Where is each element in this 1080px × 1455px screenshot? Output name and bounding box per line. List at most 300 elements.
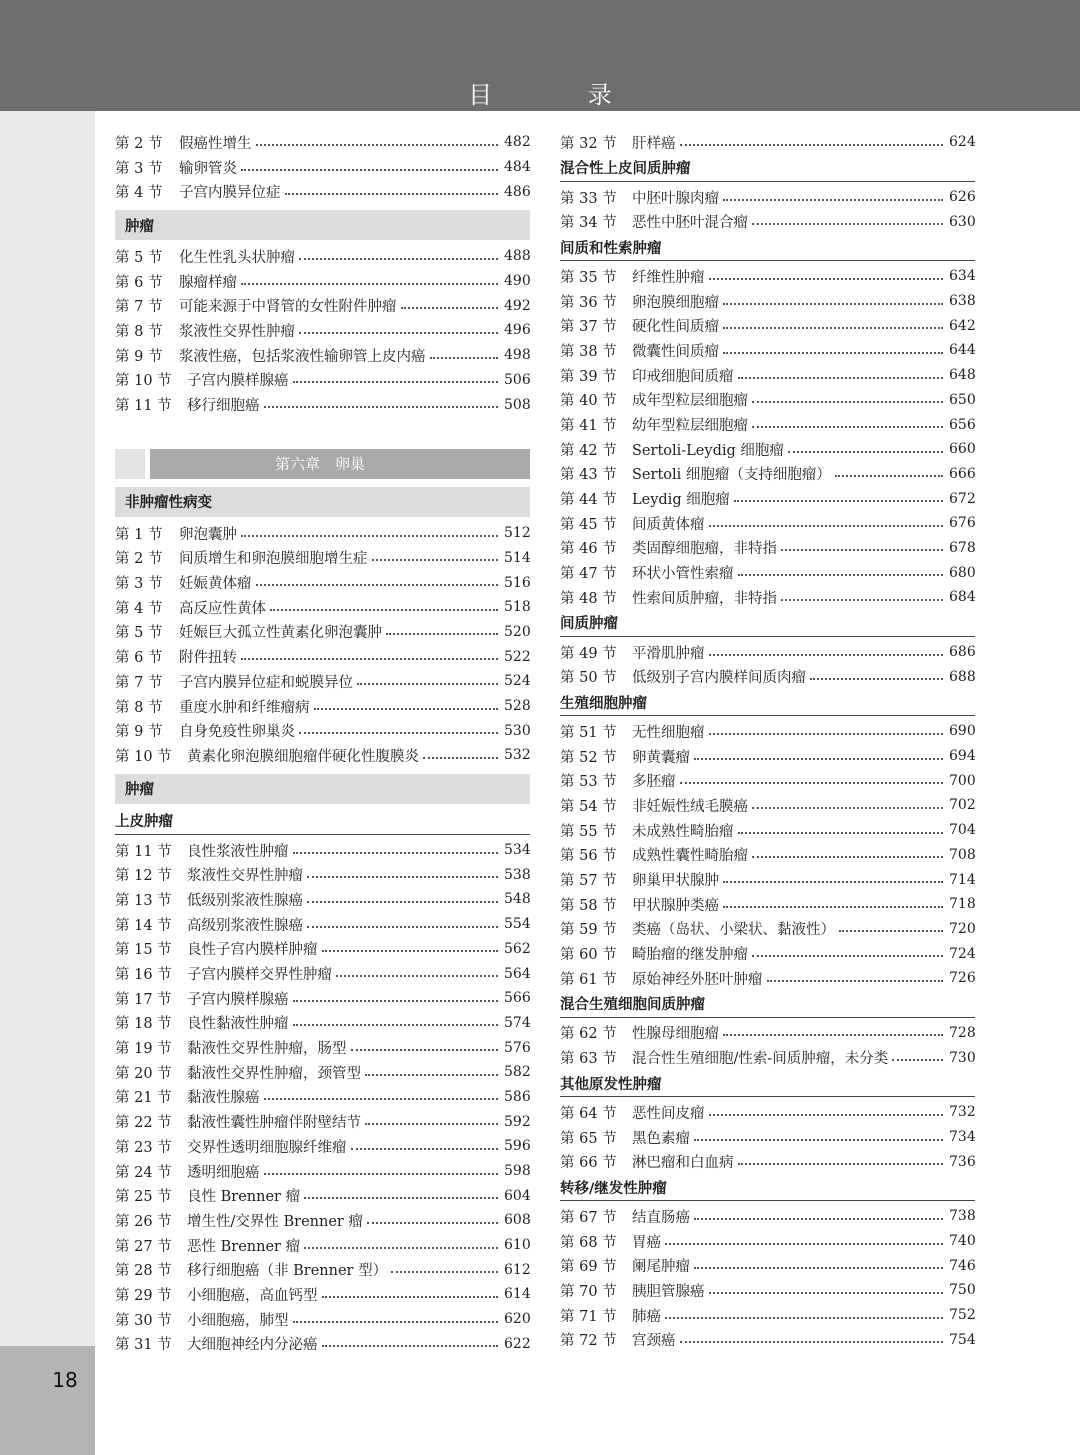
page-ref: 532 — [504, 747, 531, 764]
dot-leader — [665, 1242, 943, 1245]
toc-entry[interactable] — [560, 560, 975, 585]
toc-entry[interactable] — [115, 644, 530, 669]
section-number: 第 11 节 — [115, 398, 172, 415]
toc-entry[interactable] — [560, 185, 975, 210]
toc-entry[interactable] — [115, 1257, 530, 1282]
page-ref: 596 — [504, 1138, 531, 1155]
page-ref: 650 — [949, 391, 976, 408]
toc-entry[interactable] — [560, 388, 975, 413]
page-number: 18 — [52, 1368, 78, 1392]
toc-entry[interactable] — [115, 961, 530, 986]
toc-entry[interactable] — [115, 912, 530, 937]
toc-entry[interactable] — [115, 1208, 530, 1233]
toc-entry[interactable] — [115, 1307, 530, 1332]
toc-entry[interactable] — [560, 892, 975, 917]
page-ref: 582 — [504, 1064, 531, 1081]
section-title: 黑色素瘤 — [632, 1130, 690, 1147]
section-title: 成熟性囊性畸胎瘤 — [632, 848, 748, 865]
section-title: 胰胆管腺癌 — [632, 1283, 705, 1300]
section-number: 第 6 节 — [115, 274, 163, 291]
page-ref: 726 — [949, 970, 976, 987]
section-title: 卵黄囊瘤 — [632, 749, 690, 766]
section-title: 浆液性交界性肿瘤 — [179, 323, 295, 340]
toc-entry[interactable] — [560, 818, 975, 843]
dot-leader — [752, 400, 943, 403]
toc-entry[interactable] — [115, 620, 530, 645]
dot-leader — [264, 1097, 499, 1100]
section-title: 良性 Brenner 瘤 — [187, 1189, 301, 1206]
page-ref: 520 — [504, 623, 531, 640]
section-title: 良性浆液性肿瘤 — [187, 843, 289, 860]
dot-leader — [241, 657, 498, 660]
page-ref: 694 — [949, 748, 976, 765]
toc-entry[interactable] — [560, 511, 975, 536]
section-number: 第 44 节 — [560, 492, 617, 509]
section-title: 黏液性交界性肿瘤，肠型 — [187, 1041, 347, 1058]
section-heading: 非肿瘤性病变 — [115, 487, 530, 517]
section-title: 良性黏液性肿瘤 — [187, 1016, 289, 1033]
chapter-title: 第六章 卵巢 — [150, 449, 530, 479]
dot-leader — [752, 954, 943, 957]
section-number: 第 7 节 — [115, 674, 163, 691]
dot-leader — [738, 1162, 944, 1165]
section-title: 子宫内膜异位症 — [179, 185, 281, 202]
toc-entry[interactable] — [115, 521, 530, 546]
page-ref: 704 — [949, 822, 976, 839]
dot-leader — [752, 806, 943, 809]
section-number: 第 56 节 — [560, 848, 617, 865]
toc-entry[interactable] — [115, 293, 530, 318]
page-ref: 700 — [949, 772, 976, 789]
section-title: 阑尾肿瘤 — [632, 1259, 690, 1276]
section-title: 移行细胞癌（非 Brenner 型） — [187, 1263, 388, 1280]
page-ref: 688 — [949, 668, 976, 685]
section-title: 可能来源于中肾管的女性附件肿瘤 — [179, 299, 397, 316]
section-number: 第 5 节 — [115, 249, 163, 266]
toc-entry[interactable] — [560, 437, 975, 462]
page-ref: 518 — [504, 599, 531, 616]
section-title: 良性子宫内膜样肿瘤 — [187, 942, 318, 959]
section-number: 第 38 节 — [560, 343, 617, 360]
page-ref: 528 — [504, 698, 531, 715]
toc-entry[interactable] — [560, 264, 975, 289]
toc-entry[interactable] — [560, 1045, 975, 1070]
section-number: 第 53 节 — [560, 774, 617, 791]
dot-leader — [767, 979, 944, 982]
toc-entry[interactable] — [560, 719, 975, 744]
toc-entry[interactable] — [560, 843, 975, 868]
subsection-heading: 上皮肿瘤 — [115, 808, 530, 835]
toc-entry[interactable] — [560, 536, 975, 561]
left-margin-strip — [0, 111, 95, 1455]
section-number: 第 33 节 — [560, 190, 617, 207]
section-number: 第 14 节 — [115, 917, 172, 934]
page-number-box — [0, 1346, 95, 1455]
toc-entry[interactable] — [560, 1253, 975, 1278]
subsection-heading: 生殖细胞肿瘤 — [560, 689, 975, 716]
toc-entry[interactable] — [115, 1035, 530, 1060]
toc-entry[interactable] — [115, 392, 530, 417]
section-title: 平滑肌肿瘤 — [632, 645, 705, 662]
dot-leader — [430, 356, 499, 359]
section-number: 第 34 节 — [560, 215, 617, 232]
section-title: 微囊性间质瘤 — [632, 343, 719, 360]
dot-leader — [723, 905, 943, 908]
dot-leader — [752, 425, 943, 428]
toc-entry[interactable] — [560, 1328, 975, 1353]
page-ref: 498 — [504, 347, 531, 364]
section-title: Sertoli 细胞瘤（支持细胞瘤） — [632, 467, 831, 484]
chapter-band — [115, 449, 530, 479]
section-number: 第 54 节 — [560, 798, 617, 815]
section-number: 第 23 节 — [115, 1139, 172, 1156]
dot-leader — [264, 1172, 499, 1175]
dot-leader — [709, 524, 944, 527]
section-title: 纤维性肿瘤 — [632, 269, 705, 286]
section-number: 第 16 节 — [115, 967, 172, 984]
section-title: 高反应性黄体 — [179, 600, 266, 617]
section-title: 印戒细胞间质瘤 — [632, 368, 734, 385]
toc-entry[interactable] — [560, 664, 975, 689]
toc-entry[interactable] — [560, 1100, 975, 1125]
section-number: 第 41 节 — [560, 418, 617, 435]
toc-entry[interactable] — [560, 338, 975, 363]
page-ref: 730 — [949, 1049, 976, 1066]
page-ref: 490 — [504, 273, 531, 290]
page-ref: 512 — [504, 525, 531, 542]
dot-leader — [322, 1344, 499, 1347]
toc-entry[interactable] — [560, 313, 975, 338]
toc-entry[interactable] — [560, 363, 975, 388]
toc-entry[interactable] — [560, 744, 975, 769]
toc-entry[interactable] — [115, 318, 530, 343]
section-number: 第 70 节 — [560, 1283, 617, 1300]
dot-leader — [256, 583, 499, 586]
page-ref: 486 — [504, 183, 531, 200]
section-title: 卵泡囊肿 — [179, 526, 237, 543]
section-number: 第 10 节 — [115, 373, 172, 390]
toc-entry[interactable] — [115, 244, 530, 269]
toc-entry[interactable] — [560, 289, 975, 314]
toc-entry[interactable] — [115, 1011, 530, 1036]
toc-entry[interactable] — [560, 941, 975, 966]
toc-entry[interactable] — [115, 570, 530, 595]
section-title: 畸胎瘤的继发肿瘤 — [632, 947, 748, 964]
section-title: 混合性生殖细胞/性索-间质肿瘤，未分类 — [632, 1051, 889, 1068]
page-ref: 718 — [949, 896, 976, 913]
page-ref: 610 — [504, 1237, 531, 1254]
dot-leader — [709, 1113, 944, 1116]
page-ref: 566 — [504, 990, 531, 1007]
page-ref: 708 — [949, 846, 976, 863]
section-title: 小细胞癌，高血钙型 — [187, 1287, 318, 1304]
section-number: 第 3 节 — [115, 576, 163, 593]
toc-entry[interactable] — [560, 1125, 975, 1150]
toc-entry[interactable] — [560, 1278, 975, 1303]
toc-entry[interactable] — [560, 209, 975, 234]
section-number: 第 27 节 — [115, 1238, 172, 1255]
section-number: 第 65 节 — [560, 1130, 617, 1147]
page-ref: 624 — [949, 134, 976, 151]
toc-entry[interactable] — [560, 640, 975, 665]
dot-leader — [723, 326, 943, 329]
section-title: 恶性间皮瘤 — [632, 1105, 705, 1122]
section-title: 化生性乳头状肿瘤 — [179, 249, 295, 266]
chapter-band-stub — [115, 449, 145, 479]
toc-entry[interactable] — [115, 546, 530, 571]
toc-entry[interactable] — [115, 694, 530, 719]
page-ref: 738 — [949, 1208, 976, 1225]
toc-entry[interactable] — [560, 1021, 975, 1046]
section-title: 黏液性囊性肿瘤伴附壁结节 — [187, 1115, 361, 1132]
section-number: 第 42 节 — [560, 442, 617, 459]
toc-entry[interactable] — [115, 1109, 530, 1134]
section-number: 第 4 节 — [115, 600, 163, 617]
page-ref: 752 — [949, 1307, 976, 1324]
toc-entry[interactable] — [115, 1183, 530, 1208]
section-title: 硬化性间质瘤 — [632, 319, 719, 336]
dot-leader — [694, 1138, 943, 1141]
dot-leader — [322, 1295, 499, 1298]
dot-leader — [365, 1073, 498, 1076]
dot-leader — [680, 781, 944, 784]
dot-leader — [307, 925, 498, 928]
section-number: 第 20 节 — [115, 1065, 172, 1082]
page-ref: 506 — [504, 371, 531, 388]
toc-entry[interactable] — [560, 768, 975, 793]
section-title: 自身免疫性卵巢炎 — [179, 724, 295, 741]
page-ref: 482 — [504, 134, 531, 151]
section-title: 淋巴瘤和白血病 — [632, 1155, 734, 1172]
page-ref: 720 — [949, 920, 976, 937]
section-title: 间质增生和卵泡膜细胞增生症 — [179, 551, 368, 568]
toc-entry[interactable] — [560, 1229, 975, 1254]
section-number: 第 50 节 — [560, 670, 617, 687]
toc-entry[interactable] — [560, 486, 975, 511]
toc-entry[interactable] — [115, 269, 530, 294]
dot-leader — [299, 331, 498, 334]
toc-entry[interactable] — [115, 179, 530, 204]
section-number: 第 30 节 — [115, 1312, 172, 1329]
toc-entry[interactable] — [560, 1204, 975, 1229]
section-title: 假癌性增生 — [179, 135, 252, 152]
section-title: 性腺母细胞瘤 — [632, 1026, 719, 1043]
section-number: 第 6 节 — [115, 650, 163, 667]
dot-leader — [723, 351, 943, 354]
page-ref: 678 — [949, 539, 976, 556]
section-title: 环状小管性索瘤 — [632, 566, 734, 583]
dot-leader — [723, 1033, 943, 1036]
dot-leader — [386, 632, 498, 635]
toc-entry[interactable] — [115, 343, 530, 368]
dot-leader — [694, 757, 943, 760]
section-number: 第 66 节 — [560, 1155, 617, 1172]
section-title: 多胚瘤 — [632, 774, 676, 791]
page-ref: 690 — [949, 723, 976, 740]
page-ref: 604 — [504, 1187, 531, 1204]
page-ref: 684 — [949, 589, 976, 606]
dot-leader — [680, 1340, 944, 1343]
toc-entry[interactable] — [115, 838, 530, 863]
section-title: 原始神经外胚叶肿瘤 — [632, 971, 763, 988]
dot-leader — [810, 677, 943, 680]
dot-leader — [781, 598, 943, 601]
dot-leader — [241, 282, 498, 285]
dot-leader — [304, 1196, 498, 1199]
toc-entry[interactable] — [115, 937, 530, 962]
section-title: 透明细胞癌 — [187, 1164, 260, 1181]
dot-leader — [694, 1266, 943, 1269]
page-ref: 676 — [949, 515, 976, 532]
section-title: 胃癌 — [632, 1234, 661, 1251]
section-title: 间质黄体瘤 — [632, 516, 705, 533]
section-title: 重度水肿和纤维瘤病 — [179, 699, 310, 716]
section-number: 第 5 节 — [115, 625, 163, 642]
section-number: 第 12 节 — [115, 868, 172, 885]
section-number: 第 10 节 — [115, 748, 172, 765]
page-ref: 614 — [504, 1286, 531, 1303]
section-heading: 肿瘤 — [115, 774, 530, 804]
toc-entry[interactable] — [115, 1085, 530, 1110]
section-number: 第 48 节 — [560, 590, 617, 607]
toc-entry[interactable] — [560, 793, 975, 818]
page-ref: 496 — [504, 322, 531, 339]
toc-entry[interactable] — [115, 887, 530, 912]
section-number: 第 61 节 — [560, 971, 617, 988]
section-number: 第 9 节 — [115, 348, 163, 365]
section-title: 小细胞癌，肺型 — [187, 1312, 289, 1329]
page-ref: 522 — [504, 648, 531, 665]
subsection-heading: 间质和性索肿瘤 — [560, 234, 975, 261]
toc-entry[interactable] — [560, 966, 975, 991]
section-number: 第 11 节 — [115, 843, 172, 860]
section-title: 肺癌 — [632, 1308, 661, 1325]
section-number: 第 21 节 — [115, 1090, 172, 1107]
page-ref: 612 — [504, 1261, 531, 1278]
section-title: 低级别浆液性腺癌 — [187, 892, 303, 909]
page-ref: 562 — [504, 940, 531, 957]
section-number: 第 29 节 — [115, 1287, 172, 1304]
section-number: 第 31 节 — [115, 1337, 172, 1354]
section-title: 子宫内膜样腺癌 — [187, 373, 289, 390]
section-number: 第 35 节 — [560, 269, 617, 286]
toc-entry[interactable] — [115, 1134, 530, 1159]
toc-entry[interactable] — [560, 130, 975, 155]
dot-leader — [264, 405, 499, 408]
toc-entry[interactable] — [115, 1233, 530, 1258]
dot-leader — [307, 900, 498, 903]
dot-leader — [738, 376, 944, 379]
toc-entry[interactable] — [115, 743, 530, 768]
dot-leader — [391, 1270, 498, 1273]
page-ref: 548 — [504, 891, 531, 908]
dot-leader — [322, 949, 499, 952]
dot-leader — [709, 1291, 944, 1294]
toc-entry[interactable] — [560, 867, 975, 892]
section-number: 第 8 节 — [115, 323, 163, 340]
toc-entry[interactable] — [115, 1159, 530, 1184]
section-number: 第 69 节 — [560, 1259, 617, 1276]
page-ref: 750 — [949, 1282, 976, 1299]
section-number: 第 40 节 — [560, 393, 617, 410]
page-ref: 746 — [949, 1257, 976, 1274]
toc-entry[interactable] — [115, 130, 530, 155]
toc-entry[interactable] — [560, 1149, 975, 1174]
section-number: 第 32 节 — [560, 135, 617, 152]
dot-leader — [709, 277, 944, 280]
section-title: 增生性/交界性 Brenner 瘤 — [187, 1213, 363, 1230]
toc-right-column — [560, 130, 975, 1352]
section-title: 卵巢甲状腺肿 — [632, 873, 719, 890]
toc-entry[interactable] — [115, 368, 530, 393]
toc-entry[interactable] — [115, 718, 530, 743]
section-title: 恶性 Brenner 瘤 — [187, 1238, 301, 1255]
toc-entry[interactable] — [115, 862, 530, 887]
subsection-heading: 混合性上皮间质肿瘤 — [560, 155, 975, 182]
section-title: 幼年型粒层细胞瘤 — [632, 418, 748, 435]
page-ref: 574 — [504, 1014, 531, 1031]
dot-leader — [723, 198, 943, 201]
section-number: 第 17 节 — [115, 991, 172, 1008]
section-title: 黄素化卵泡膜细胞瘤伴硬化性腹膜炎 — [187, 748, 419, 765]
dot-leader — [365, 1122, 498, 1125]
toc-entry[interactable] — [115, 155, 530, 180]
dot-leader — [709, 653, 944, 656]
page-ref: 620 — [504, 1311, 531, 1328]
page-ref: 630 — [949, 213, 976, 230]
toc-entry[interactable] — [115, 1060, 530, 1085]
dot-leader — [788, 450, 943, 453]
section-number: 第 28 节 — [115, 1263, 172, 1280]
toc-entry[interactable] — [115, 595, 530, 620]
section-number: 第 59 节 — [560, 922, 617, 939]
page-ref: 508 — [504, 396, 531, 413]
dot-leader — [351, 1048, 499, 1051]
section-title: 浆液性癌，包括浆液性输卵管上皮内癌 — [179, 348, 426, 365]
toc-entry[interactable] — [115, 986, 530, 1011]
dot-leader — [299, 731, 498, 734]
dot-leader — [694, 1217, 943, 1220]
page-ref: 734 — [949, 1129, 976, 1146]
section-title: 非妊娠性绒毛膜癌 — [632, 798, 748, 815]
section-number: 第 26 节 — [115, 1213, 172, 1230]
toc-entry[interactable] — [560, 917, 975, 942]
page-ref: 638 — [949, 293, 976, 310]
page-ref: 534 — [504, 842, 531, 859]
page-ref: 592 — [504, 1113, 531, 1130]
dot-leader — [723, 302, 943, 305]
section-number: 第 63 节 — [560, 1051, 617, 1068]
section-title: 结直肠癌 — [632, 1209, 690, 1226]
dot-leader — [304, 1246, 498, 1249]
section-title: 子宫内膜样腺癌 — [187, 991, 289, 1008]
page-ref: 714 — [949, 871, 976, 888]
toc-entry[interactable] — [560, 585, 975, 610]
toc-entry[interactable] — [560, 412, 975, 437]
section-title: 无性细胞瘤 — [632, 724, 705, 741]
section-number: 第 3 节 — [115, 160, 163, 177]
dot-leader — [293, 1023, 499, 1026]
section-number: 第 1 节 — [115, 526, 163, 543]
page-ref: 634 — [949, 268, 976, 285]
toc-entry[interactable] — [115, 1282, 530, 1307]
toc-entry[interactable] — [115, 1332, 530, 1357]
section-number: 第 55 节 — [560, 823, 617, 840]
toc-entry[interactable] — [560, 1303, 975, 1328]
toc-entry[interactable] — [560, 462, 975, 487]
section-title: 腺瘤样瘤 — [179, 274, 237, 291]
toc-entry[interactable] — [115, 669, 530, 694]
